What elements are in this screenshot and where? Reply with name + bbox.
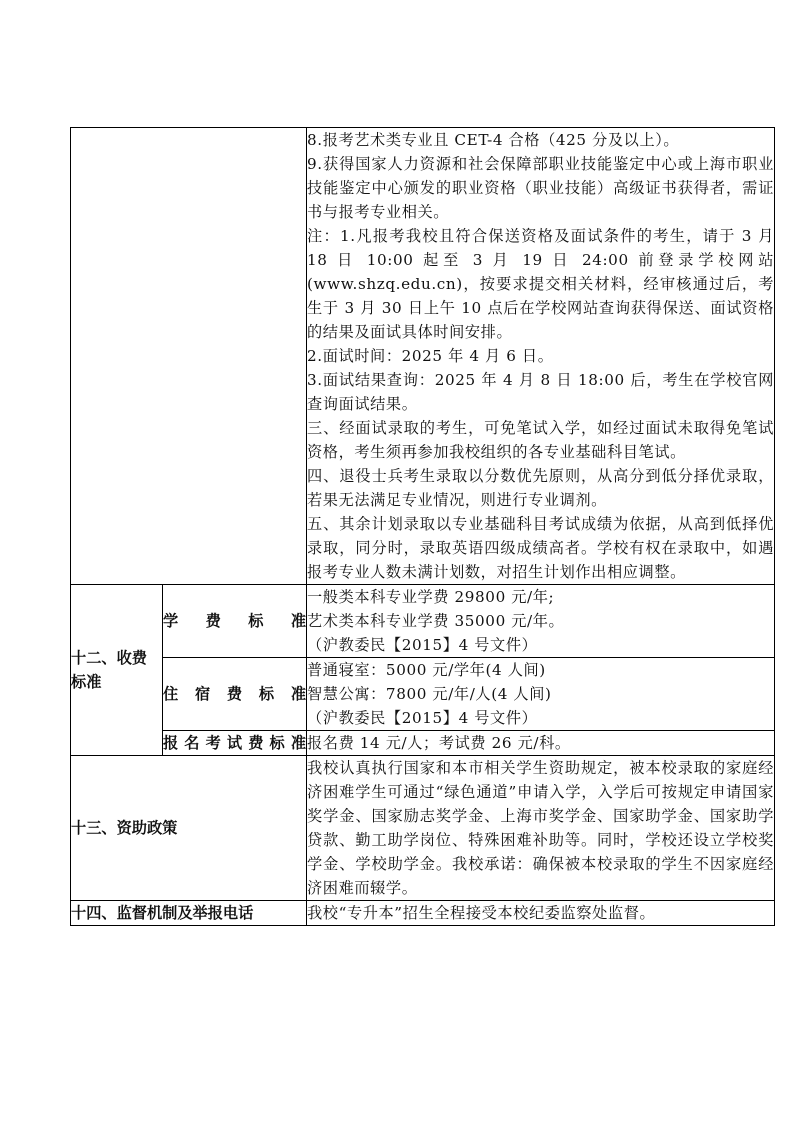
- fees-section-label: 十二、收费标准: [71, 585, 163, 756]
- housing-line: 普通寝室：5000 元/学年(4 人间): [307, 661, 546, 679]
- exam-fee-label: 报名考试费标准: [163, 731, 307, 756]
- supervision-text: 我校“专升本”招生全程接受本校纪委监察处监督。: [307, 901, 775, 926]
- housing-cell: [307, 658, 775, 731]
- content-paragraph: 三、经面试录取的考生，可免笔试入学，如经过面试未取得免笔试资格，考生须再参加我校组织的各专业基础科目笔试。: [307, 419, 774, 461]
- aid-text: 我校认真执行国家和本市相关学生资助规定，被本校录取的家庭经济困难学生可通过“绿色通道”申请入学，入学后可按规定申请国家奖学金、国家励志奖学金、上海市奖学金、国家助学金、国家助学贷款、勤工助学岗位、特殊困难补助等。同时，学校还设立学校奖学金、学校助学金。我校承诺：确保被本校录取的学生不因家庭经济困难而辍学。: [307, 756, 775, 901]
- content-paragraph: 8.报考艺术类专业且 CET-4 合格（425 分及以上）。: [307, 131, 680, 149]
- tuition-line: （沪教委民【2015】4 号文件）: [307, 636, 538, 654]
- admission-info-table: [70, 127, 775, 926]
- housing-line: （沪教委民【2015】4 号文件）: [307, 709, 538, 727]
- content-paragraph: 四、退役士兵考生录取以分数优先原则，从高分到低分择优录取，若果无法满足专业情况，则进行专业调剂。: [307, 467, 774, 509]
- top-left-empty-cell: [71, 128, 307, 585]
- tuition-line: 艺术类本科专业学费 35000 元/年。: [307, 612, 565, 630]
- tuition-label: 学费标准: [163, 585, 307, 658]
- aid-label: 十三、资助政策: [71, 756, 307, 901]
- content-paragraph: 五、其余计划录取以专业基础科目考试成绩为依据，从高到低择优录取，同分时，录取英语四级成绩高者。学校有权在录取中，如遇报考专业人数未满计划数，对招生计划作出相应调整。: [307, 515, 774, 581]
- content-paragraph: 9.获得国家人力资源和社会保障部职业技能鉴定中心或上海市职业技能鉴定中心颁发的职业资格（职业技能）高级证书获得者，需证书与报考专业相关。: [307, 155, 774, 221]
- aid-row: [71, 756, 775, 901]
- content-paragraph: 3.面试结果查询：2025 年 4 月 8 日 18:00 后，考生在学校官网查询面试结果。: [307, 371, 774, 413]
- content-paragraph: 注：1.凡报考我校且符合保送资格及面试条件的考生，请于 3 月 18 日 10:00 起至 3 月 19 日 24:00 前登录学校网站(www.shzq.edu.cn)，按要求提交相关材料，经审核通过后，考生于 3 月 30 日上午 10 点后在学校网站查询获得保送、面试资格的结果及面试具体时间安排。: [307, 227, 774, 341]
- supervision-label: 十四、监督机制及举报电话: [71, 901, 307, 926]
- tuition-line: 一般类本科专业学费 29800 元/年;: [307, 588, 555, 606]
- exam-fee-text: 报名费 14 元/人；考试费 26 元/科。: [307, 731, 775, 756]
- tuition-cell: [307, 585, 775, 658]
- tuition-row: [71, 585, 775, 658]
- top-row: [71, 128, 775, 585]
- housing-row: [71, 658, 775, 731]
- exam-fee-row: [71, 731, 775, 756]
- content-paragraph: 2.面试时间：2025 年 4 月 6 日。: [307, 347, 554, 365]
- supervision-row: [71, 901, 775, 926]
- top-content-cell: [307, 128, 775, 585]
- housing-line: 智慧公寓：7800 元/年/人(4 人间): [307, 685, 552, 703]
- housing-label: 住宿费标准: [163, 658, 307, 731]
